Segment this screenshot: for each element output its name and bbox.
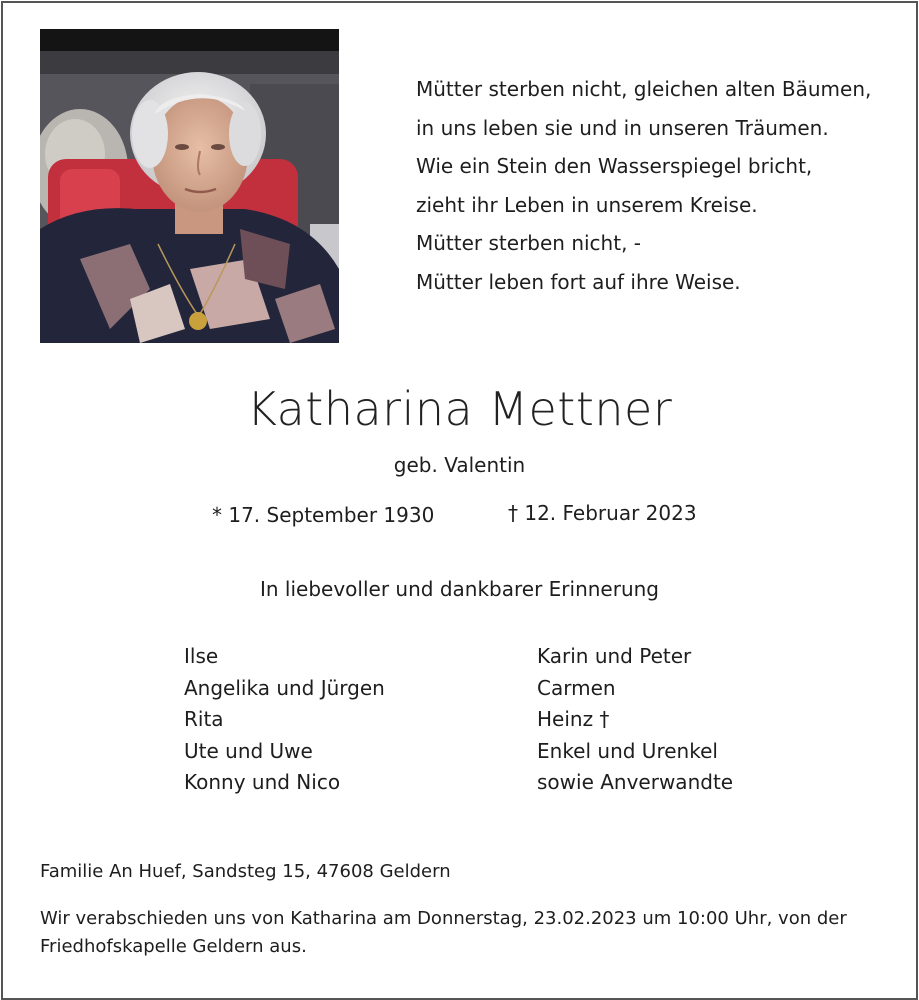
poem [416, 70, 906, 301]
funeral-notice: Wir verabschieden uns von Katharina am Donnerstag, 23.02.2023 um 10:00 Uhr, von der Friedhofskapelle Geldern aus. [40, 908, 847, 957]
birth-name: geb. Valentin [393, 453, 526, 477]
portrait-illustration [40, 29, 339, 343]
mourner-entry: Karin und Peter [537, 644, 692, 668]
mourner-entry: Konny und Nico [184, 770, 341, 794]
birth-date: * 17. September 1930 [212, 503, 435, 527]
poem-line: in uns leben sie und in unseren Träumen. [416, 115, 829, 140]
family-address: Familie An Huef, Sandsteg 15, 47608 Geldern [40, 861, 451, 882]
poem-line: Mütter leben fort auf ihre Weise. [416, 269, 741, 294]
death-date: † 12. Februar 2023 [508, 501, 697, 525]
deceased-name: Katharina Mettner [246, 382, 673, 436]
mourner-entry: sowie Anverwandte [537, 770, 734, 794]
memory-line: In liebevoller und dankbarer Erinnerung [260, 577, 659, 601]
portrait-photo [40, 29, 339, 343]
mourners-right-column [537, 641, 733, 799]
mourner-entry: Ilse [184, 644, 219, 668]
poem-line: Mütter sterben nicht, gleichen alten Bäumen, [416, 77, 872, 101]
mourner-entry: Angelika und Jürgen [184, 675, 385, 700]
mourners-left-column [184, 641, 385, 799]
poem-line: Wie ein Stein den Wasserspiegel bricht, [416, 154, 813, 178]
mourner-entry: Ute und Uwe [184, 738, 313, 763]
mourner-entry: Enkel und Urenkel [537, 738, 718, 763]
mourner-entry: Rita [184, 707, 224, 731]
poem-line: zieht ihr Leben in unserem Kreise. [416, 192, 758, 217]
mourner-entry: Carmen [537, 675, 616, 700]
mourner-entry: Heinz † [537, 707, 610, 731]
poem-line: Mütter sterben nicht, - [416, 231, 641, 255]
